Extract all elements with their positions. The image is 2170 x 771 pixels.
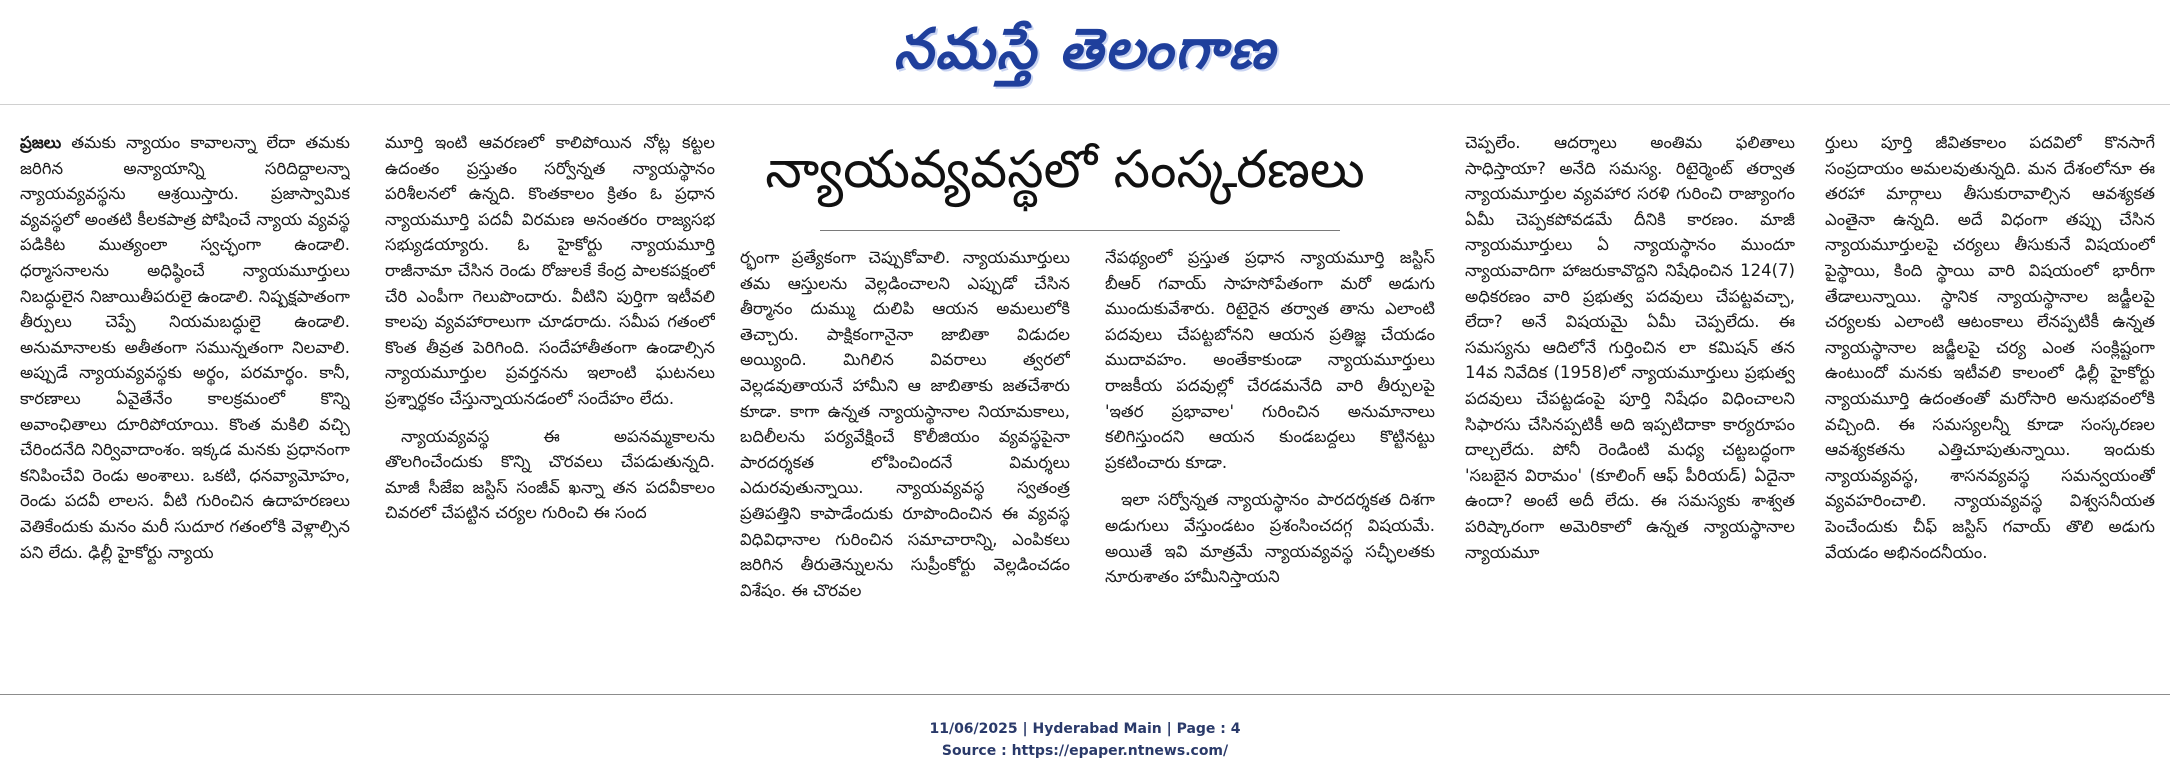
column-1-paragraph-1-text: తమకు న్యాయం కావాలన్నా లేదా తమకు జరిగిన అన్యాయాన్ని సరిదిద్దాలన్నా న్యాయవ్యవస్థను ఆశ్రయిస్తారు. ప్రజాస్వామిక వ్యవస్థలో అంతటి కీలకపాత్ర పోషించే న్యాయ వ్యవస్థ పడికిట ముత్యంలా స్వచ్ఛంగా ఉండాలి. ధర్మాసనాలను అధిష్ఠించే న్యాయమూర్తులు నిబద్ధులైన నిజాయితీపరులై ఉండాలి. నిష్పక్షపాతంగా తీర్పులు చెప్పే నియమబద్ధులై ఉండాలి. అనుమానాలకు అతీతంగా సమున్నతంగా నిలవాలి. అప్పుడే న్యాయవ్యవస్థకు అర్థం, పరమార్థం. కానీ, కారణాలు ఏవైతేనేం కాలక్రమంలో కొన్ని అవాంఛితాలు దూరిపోయాయి. కొంత మకిలి వచ్చి చేరిందనేది నిర్వివాదాంశం. ఇక్కడ మనకు ప్రధానంగా కనిపించేవి రెండు అంశాలు. ఒకటి, ధనవ్యామోహం, రెండు పదవీ లాలస. వీటి గురించిన ఉదాహరణలు వెతికేందుకు మనం మరీ సుదూర గతంలోకి వెళ్లాల్సిన పని లేదు. ఢిల్లీ హైకోర్టు న్యాయ	[20, 133, 350, 562]
column-4-paragraph-2: ఇలా సర్వోన్నత న్యాయస్థానం పారదర్శకత దిశగా అడుగులు వేస్తుండటం ప్రశంసించదగ్గ విషయమే. అయితే ఇవి మాత్రమే న్యాయవ్యవస్థ సచ్ఛీలతకు నూరుశాతం హామీనిస్తాయని	[1105, 490, 1435, 587]
page-footer	[0, 718, 2170, 762]
masthead-title: నమస్తే తెలంగాణ	[893, 17, 1277, 82]
source-link[interactable]: Source : https://epaper.ntnews.com/	[941, 743, 1229, 759]
column-3-paragraph-1: ర్భంగా ప్రత్యేకంగా చెప్పుకోవాలి. న్యాయమూర్తులు తమ ఆస్తులను వెల్లడించాలని ఎప్పుడో చేసిన తీర్మానం దుమ్ము దులిపి ఆయన అమలులోకి తెచ్చారు. పాక్షికంగానైనా జాబితా విడుదల అయ్యింది. మిగిలిన వివరాలు త్వరలో వెల్లడవుతాయనే హామీని ఆ జాబితాకు జతచేశారు కూడా. కాగా ఉన్నత న్యాయస్థానాల నియామకాలు, బదిలీలను పర్యవేక్షించే కొలీజియం వ్యవస్థపైనా పారదర్శకత లోపించిందనే విమర్శలు ఎదురవుతున్నాయి. న్యాయవ్యవస్థ స్వతంత్ర ప్రతిపత్తిని కాపాడేందుకు రూపొందించిన ఈ వ్యవస్థ విధివిధానాల గురించిన సమాచారాన్ని, ఎంపికలు జరిగిన తీరుతెన్నులను సుప్రీంకోర్టు వెల్లడించడం విశేషం. ఈ చొరవల	[740, 248, 1070, 600]
masthead	[0, 0, 2170, 100]
article-column-5	[1465, 130, 1795, 690]
lead-word: ప్రజలు	[20, 133, 62, 152]
column-2-paragraph-1: మూర్తి ఇంటి ఆవరణలో కాలిపోయిన నోట్ల కట్టల ఉదంతం ప్రస్తుతం సర్వోన్నత న్యాయస్థానం పరిశీలనలో ఉన్నది. కొంతకాలం క్రితం ఓ ప్రధాన న్యాయమూర్తి పదవీ విరమణ అనంతరం రాజ్యసభ సభ్యుడయ్యారు. ఓ హైకోర్టు న్యాయమూర్తి రాజీనామా చేసిన రెండు రోజులకే కేంద్ర పాలకపక్షంలో చేరి ఎంపీగా గెలుపొందారు. వీటిని పుర్తిగా ఇటీవలి కాలపు వ్యవహారాలుగా చూడరాదు. సమీప గతంలో కొంత తీవ్రత పెరిగింది. సందేహాతీతంగా ఉండాల్సిన న్యాయమూర్తుల ప్రవర్తనను ఇలాంటి ఘటనలు ప్రశ్నార్థకం చేస్తున్నాయనడంలో సందేహం లేదు.	[385, 133, 715, 408]
column-1-paragraph-1	[20, 130, 350, 565]
article-headline: న్యాయవ్యవస్థలో సంస్కరణలు	[765, 140, 1365, 200]
article-column-1	[20, 130, 350, 690]
article-column-6	[1825, 130, 2155, 690]
column-2-paragraph-2: న్యాయవ్యవస్థ ఈ అపనమ్మకాలను తొలగించేందుకు కొన్ని చొరవలు చేపడుతున్నది. మాజీ సీజేఐ జస్టిస్ సంజీవ్ ఖన్నా తన పదవీకాలం చివరలో చేపట్టిన చర్యల గురించి ఈ సంద	[385, 426, 715, 523]
masthead-divider	[0, 104, 2170, 105]
column-5-paragraph-1: చెప్పలేం. ఆదర్శాలు అంతిమ ఫలితాలు సాధిస్తాయా? అనేది సమస్య. రిటైర్మెంట్ తర్వాత న్యాయమూర్తుల వ్యవహార సరళి గురించి రాజ్యాంగం ఏమీ చెప్పకపోవడమే దీనికి కారణం. మాజీ న్యాయమూర్తులు ఏ న్యాయస్థానం ముందూ న్యాయవాదిగా హాజరుకావొద్దని నిషేధించిన 124(7) అధికరణం వారి ప్రభుత్వ పదవులు చేపట్టవచ్చా, లేదా? అనే విషయమై ఏమీ చెప్పలేదు. ఈ సమస్యను ఆదిలోనే గుర్తించిన లా కమిషన్ తన 14వ నివేదిక (1958)లో న్యాయమూర్తులు ప్రభుత్వ పదవులు చేపట్టడంపై పూర్తి నిషేధం విధించాలని సిఫారసు చేసినప్పటికీ అది ఇప్పటిదాకా కార్యరూపం దాల్చలేదు. పోనీ రెండింటి మధ్య చట్టబద్ధంగా 'సబబైన విరామం' (కూలింగ్ ఆఫ్ పీరియడ్) ఏదైనా ఉందా? అంటే అదీ లేదు. ఈ సమస్యకు శాశ్వత పరిష్కారంగా అమెరికాలో ఉన్నత న్యాయస్థానాల న్యాయమూ	[1465, 133, 1795, 562]
column-4-paragraph-1: నేపథ్యంలో ప్రస్తుత ప్రధాన న్యాయమూర్తి జస్టిస్ బీఆర్ గవాయ్ సాహసోపేతంగా మరో అడుగు ముందుకువేశారు. రిటైరైన తర్వాత తాను ఎలాంటి పదవులు చేపట్టబోనని ఆయన ప్రతిజ్ఞ చేయడం ముదావహం. అంతేకాకుండా న్యాయమూర్తులు రాజకీయ పదవుల్లో చేరడమనేది వారి తీర్పులపై 'ఇతర ప్రభావాల' గురించిన అనుమానాలు కలిగిస్తుందని ఆయన కుండబద్దలు కొట్టినట్టు ప్రకటించారు కూడా.	[1105, 248, 1435, 472]
article-column-2	[385, 130, 715, 690]
headline-underline	[820, 230, 1340, 231]
article-column-4	[1105, 245, 1435, 690]
article-column-3	[740, 245, 1070, 690]
column-6-paragraph-1: ర్తులు పూర్తి జీవితకాలం పదవిలో కొనసాగే సంప్రదాయం అమలవుతున్నది. మన దేశంలోనూ ఈ తరహా మార్గాలు తీసుకురావాల్సిన ఆవశ్యకత ఎంతైనా ఉన్నది. అదే విధంగా తప్పు చేసిన న్యాయమూర్తులపై చర్యలు తీసుకునే విషయంలో పైస్థాయి, కింది స్థాయి వారి విషయంలో భారీగా తేడాలున్నాయి. స్థానిక న్యాయస్థానాల జడ్జీలపై చర్యలకు ఎలాంటి ఆటంకాలు లేనప్పటికీ ఉన్నత న్యాయస్థానాల జడ్జీలపై చర్య ఎంత సంక్లిష్టంగా ఉంటుందో మనకు ఇటీవలి కాలంలో ఢిల్లీ హైకోర్టు న్యాయమూర్తి ఉదంతంతో మరోసారి అనుభవంలోకి వచ్చింది. ఈ సమస్యలన్నీ కూడా సంస్కరణల ఆవశ్యకతను ఎత్తిచూపుతున్నాయి. ఇందుకు న్యాయవ్యవస్థ, శాసనవ్యవస్థ సమన్వయంతో వ్యవహరించాలి. న్యాయవ్యవస్థ విశ్వసనీయత పెంచేందుకు చీఫ్ జస్టిస్ గవాయ్ తొలి అడుగు వేయడం అభినందనీయం.	[1825, 133, 2155, 562]
edition-info: 11/06/2025 | Hyderabad Main | Page : 4	[929, 721, 1241, 737]
footer-divider	[0, 694, 2170, 695]
